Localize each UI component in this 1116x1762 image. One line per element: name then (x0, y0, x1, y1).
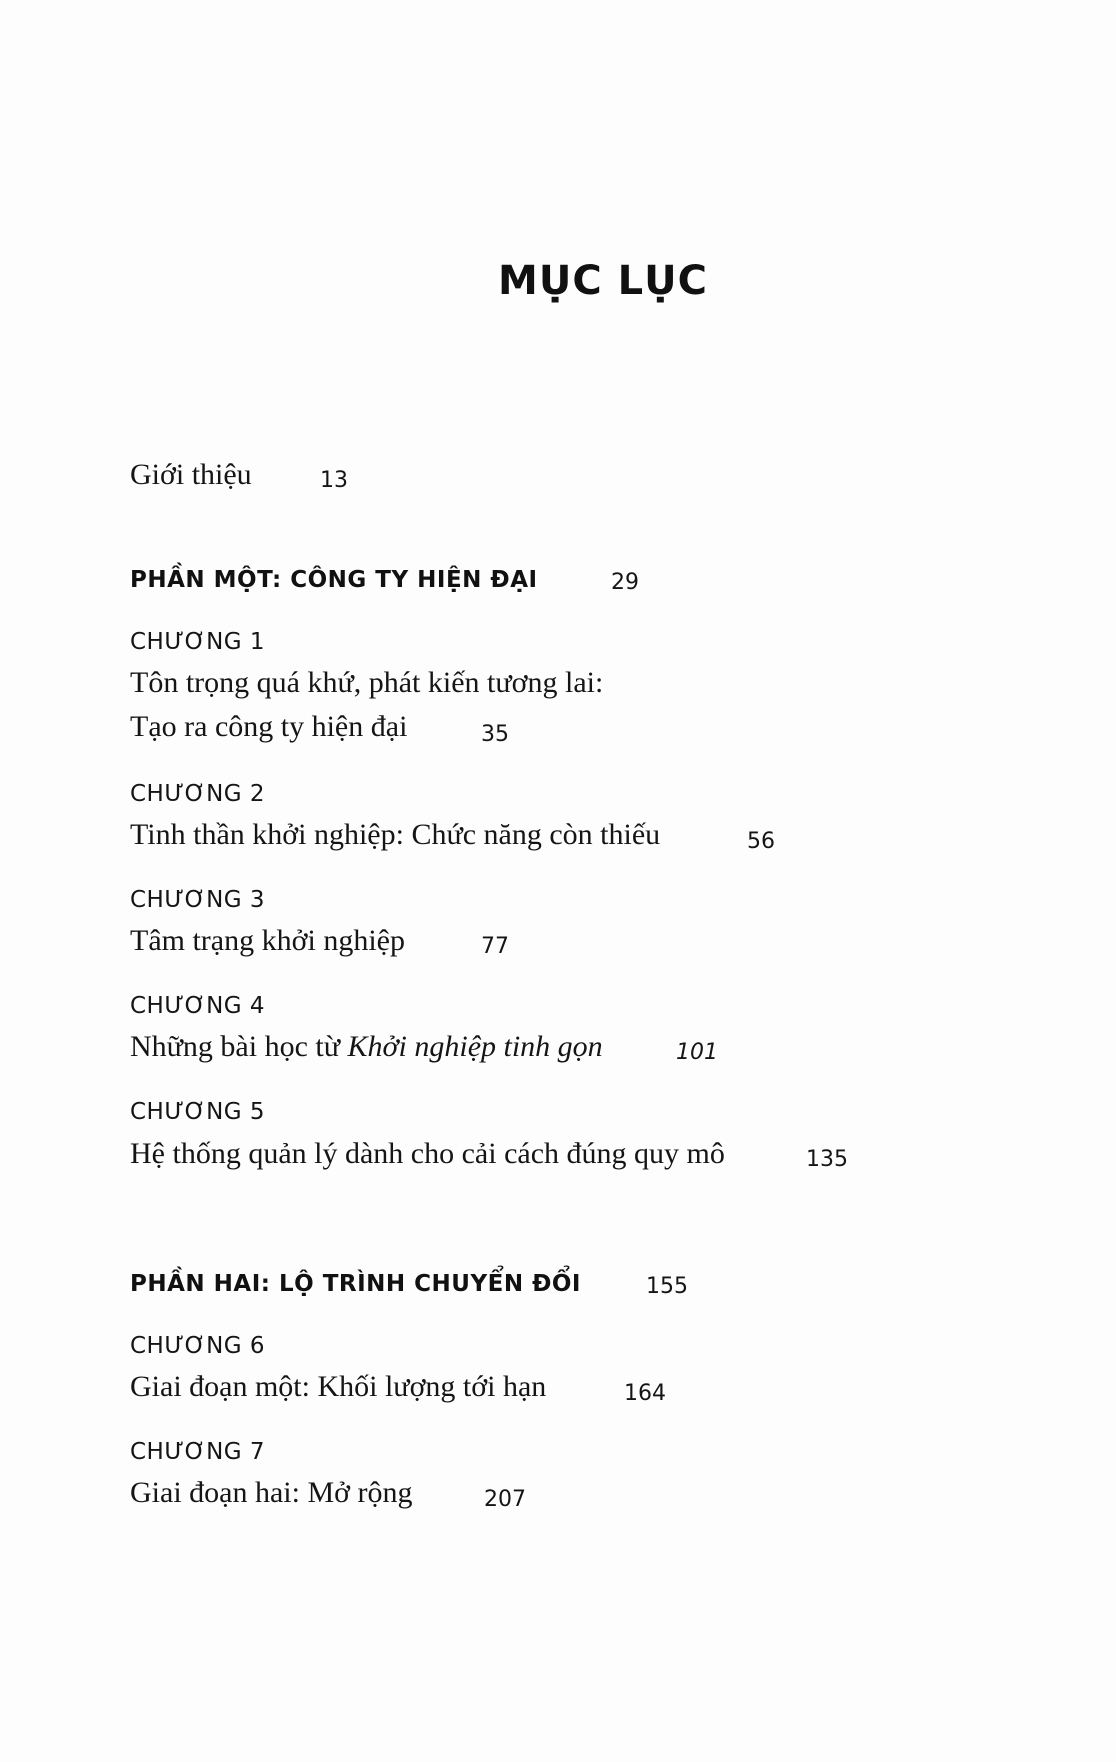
chapter-1-title-line2: Tạo ra công ty hiện đại (130, 710, 408, 743)
chapter-7-heading: CHƯƠNG 7 (130, 1439, 266, 1465)
chapter-3-title: Tâm trạng khởi nghiệp (130, 924, 405, 957)
chapter-6-title: Giai đoạn một: Khối lượng tới hạn (130, 1370, 547, 1403)
part-two-heading: PHẦN HAI: LỘ TRÌNH CHUYỂN ĐỔI (130, 1271, 581, 1297)
chapter-1-title-line1: Tôn trọng quá khứ, phát kiến tương lai: (130, 666, 604, 699)
chapter-4-heading: CHƯƠNG 4 (130, 993, 266, 1019)
part-one-heading: PHẦN MỘT: CÔNG TY HIỆN ĐẠI (130, 567, 538, 593)
chapter-2-title: Tinh thần khởi nghiệp: Chức năng còn thiếu (130, 818, 661, 851)
chapter-6-page: 164 (624, 1381, 666, 1406)
chapter-5-page: 135 (806, 1147, 848, 1172)
part-one-page: 29 (611, 570, 639, 595)
toc-entry-intro-page: 13 (320, 468, 348, 493)
page-title: MỤC LỤC (498, 258, 708, 304)
chapter-5-heading: CHƯƠNG 5 (130, 1099, 266, 1125)
chapter-1-page: 35 (481, 722, 509, 747)
chapter-4-title (130, 1030, 603, 1064)
chapter-5-title: Hệ thống quản lý dành cho cải cách đúng quy mô (130, 1137, 725, 1170)
chapter-4-page: 101 (676, 1040, 718, 1065)
chapter-7-title: Giai đoạn hai: Mở rộng (130, 1476, 413, 1509)
chapter-7-page: 207 (484, 1487, 526, 1512)
chapter-3-heading: CHƯƠNG 3 (130, 887, 266, 913)
chapter-2-heading: CHƯƠNG 2 (130, 781, 266, 807)
chapter-2-page: 56 (747, 829, 775, 854)
toc-entry-intro-label: Giới thiệu (130, 458, 252, 491)
chapter-1-heading: CHƯƠNG 1 (130, 629, 266, 655)
part-two-page: 155 (646, 1274, 688, 1299)
chapter-4-title-italic: Khởi nghiệp tinh gọn (347, 1030, 603, 1063)
chapter-6-heading: CHƯƠNG 6 (130, 1333, 266, 1359)
chapter-3-page: 77 (481, 934, 509, 959)
chapter-4-title-plain: Những bài học từ (130, 1030, 348, 1063)
